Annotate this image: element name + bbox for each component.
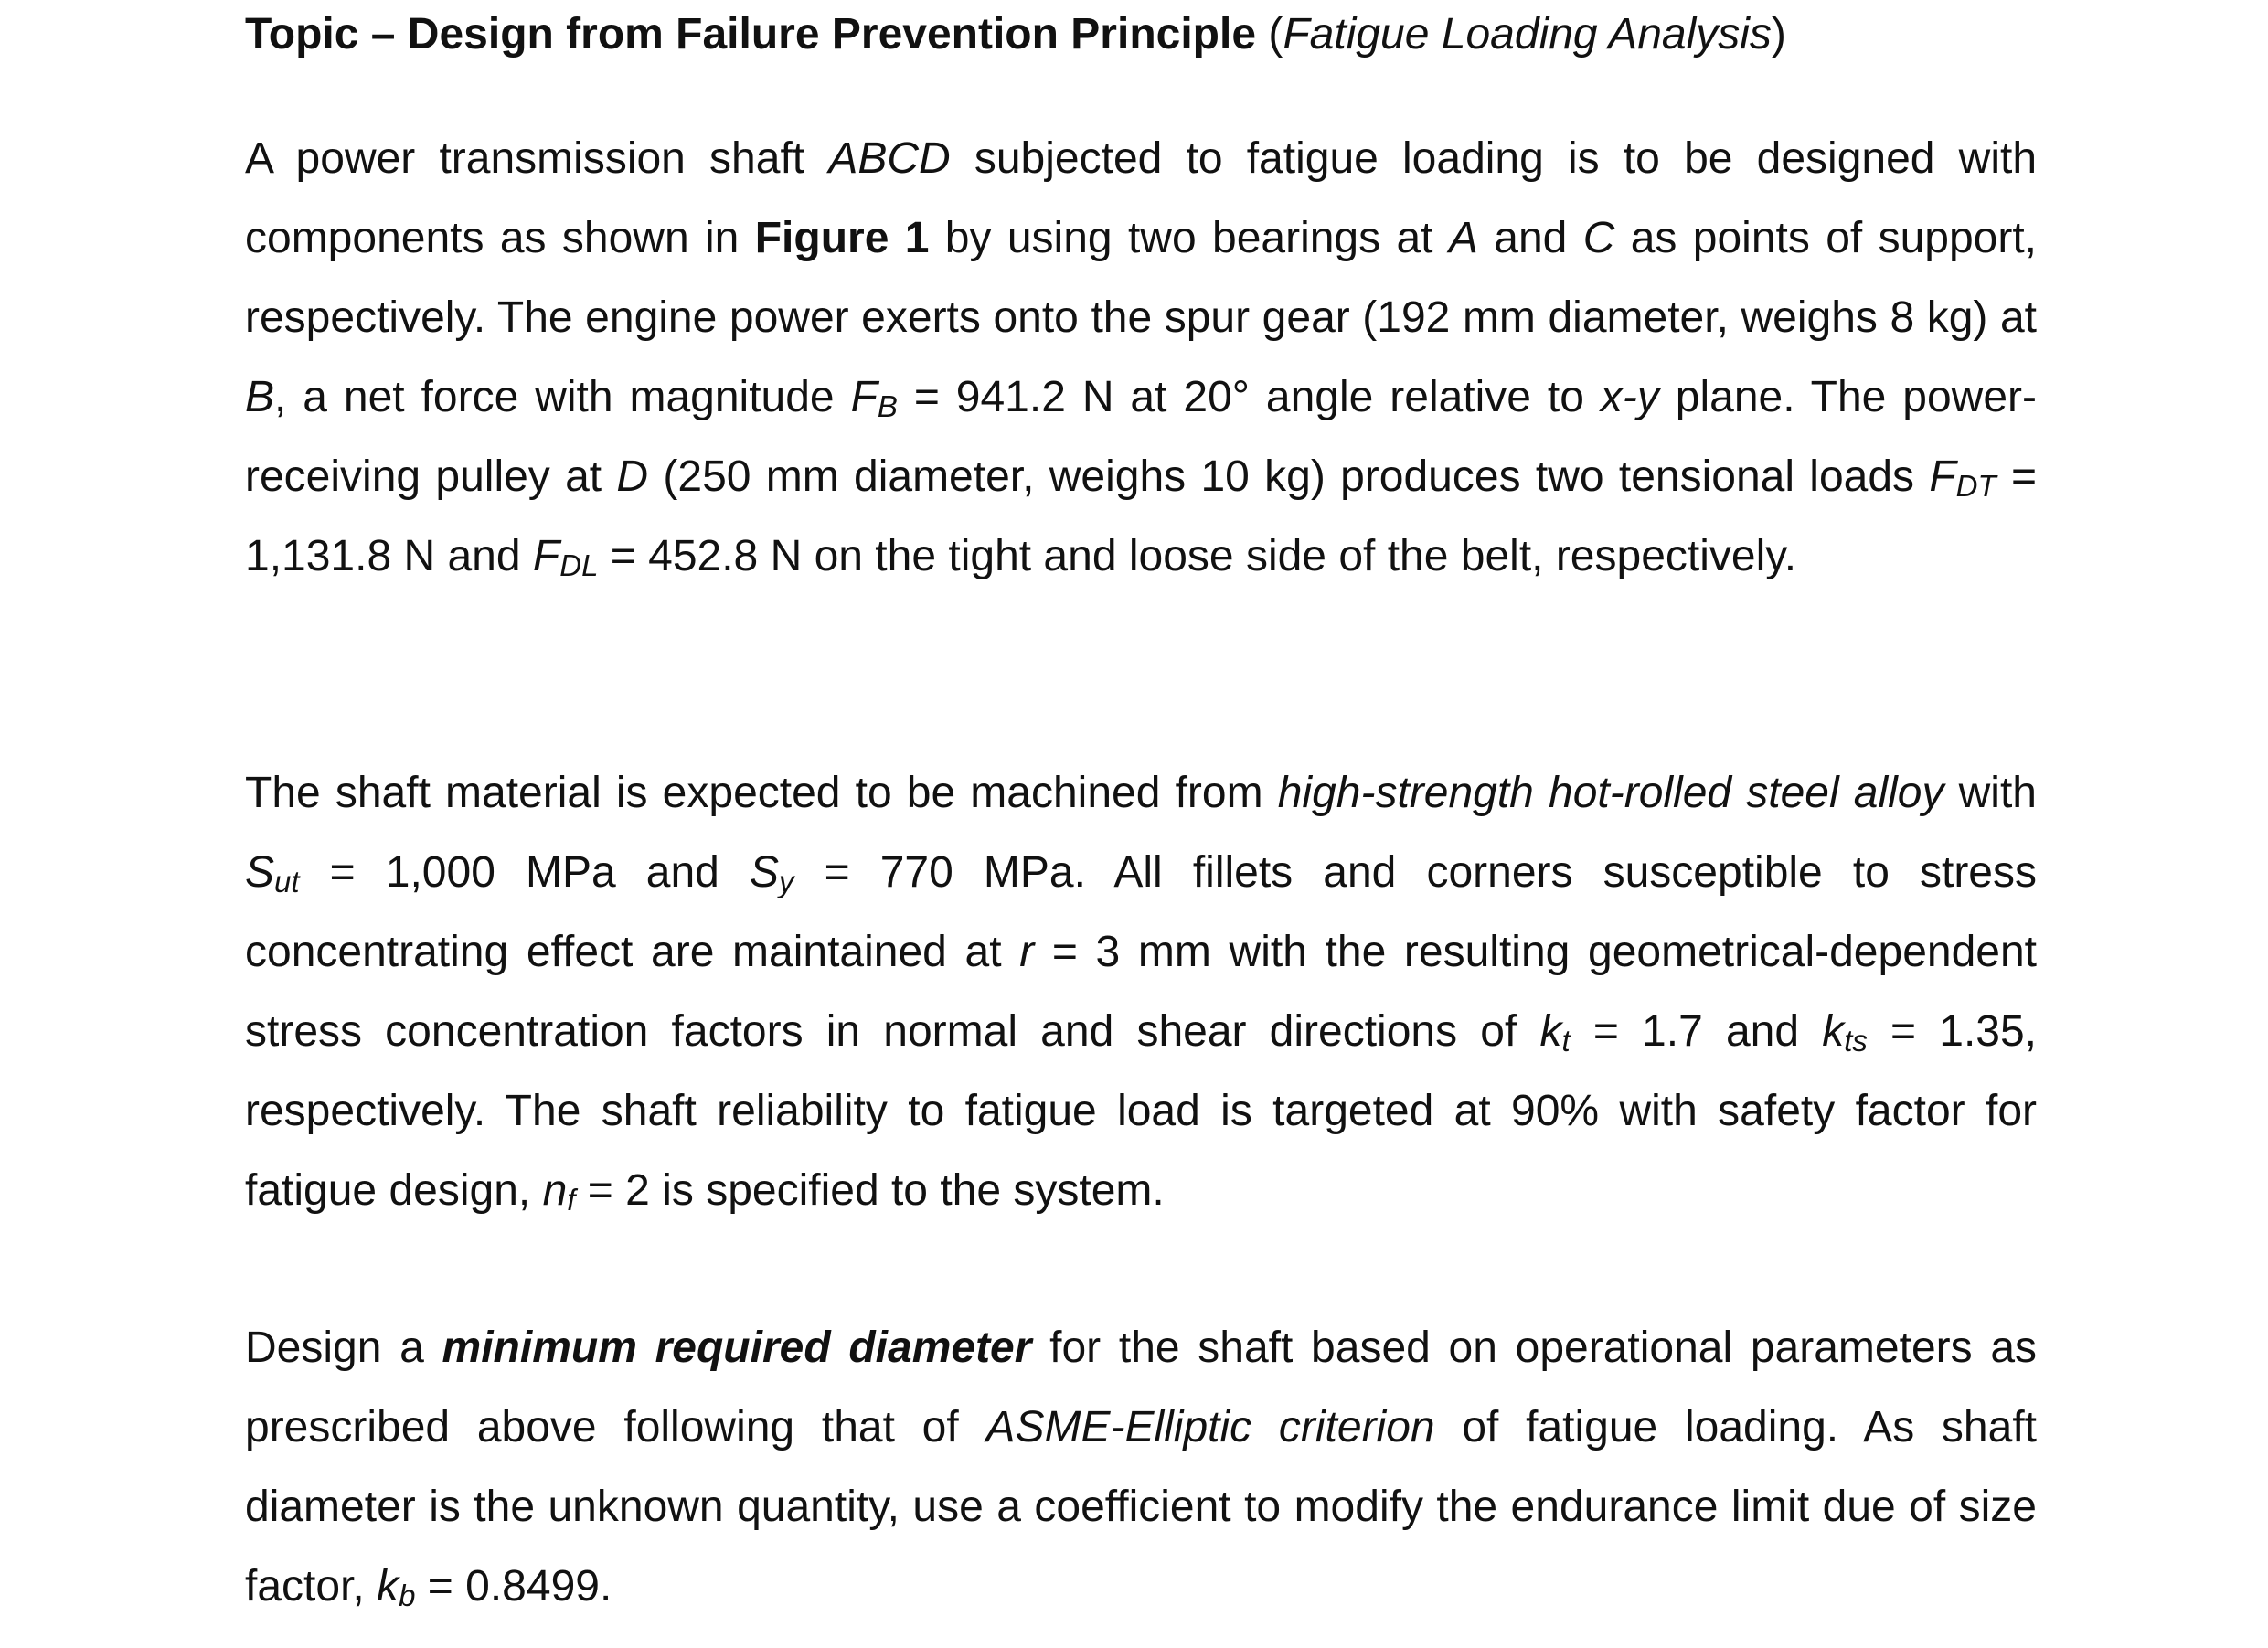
text-run: S — [245, 848, 275, 897]
text-run: y — [778, 865, 794, 898]
text-run: = 1.35, respectively. The shaft reliability to fatigue load is targeted at 90% with safety factor for fatigue design, — [245, 1007, 2038, 1215]
text-run: high-strength hot-rolled steel alloy — [1277, 769, 1944, 817]
emphasis-minimum-diameter: minimum required diameter — [442, 1324, 1032, 1372]
text-run: k — [1539, 1007, 1562, 1056]
text-run: ( — [1256, 10, 1283, 58]
text-run: r — [1019, 928, 1035, 976]
text-run: subjected to fatigue loading is to be designed with components as shown in — [245, 134, 2038, 262]
text-run: F — [1929, 452, 1956, 501]
text-run: k — [1822, 1007, 1845, 1056]
text-run: D — [616, 452, 649, 501]
figure-reference: Figure 1 — [754, 214, 930, 262]
text-run: with — [1943, 769, 2037, 817]
text-run: B — [877, 389, 898, 423]
problem-paragraph-loading — [245, 119, 2037, 596]
text-run: The shaft material is expected to be machined from — [245, 769, 1278, 817]
text-run: A power transmission shaft — [245, 134, 829, 183]
text-run: and — [1477, 214, 1583, 262]
text-run: , a net force with magnitude — [274, 373, 851, 421]
text-run: (250 mm diameter, weighs 10 kg) produces two tensional loads — [648, 452, 1930, 501]
text-run: S — [749, 848, 779, 897]
text-run: t — [1561, 1024, 1571, 1058]
text-run: ts — [1844, 1024, 1868, 1058]
text-run: = 770 MPa. All fillets and corners susceptible to stress concentrating effect are maintained at — [245, 848, 2037, 976]
text-run: A — [1448, 214, 1478, 262]
topic-title: Topic – Design from Failure Prevention Principle — [245, 10, 1257, 58]
topic-heading — [245, 7, 2037, 62]
text-run: ABCD — [828, 134, 951, 183]
text-run: by using two bearings at — [929, 214, 1449, 262]
text-run: = 1,000 MPa and — [299, 848, 750, 897]
text-run: = 941.2 N at 20° angle relative to — [897, 373, 1601, 421]
text-run: plane. The power-receiving pulley at — [245, 373, 2037, 501]
text-run: F — [850, 373, 878, 421]
text-run: ut — [274, 865, 300, 898]
text-run: for the shaft based on operational parameters as prescribed above following that of — [245, 1324, 2038, 1451]
text-run: F — [532, 532, 560, 580]
text-run: ASME-Elliptic criterion — [985, 1403, 1435, 1451]
text-run: as points of support, respectively. The engine power exerts onto the spur gear (192 mm diameter, weighs 8 kg) at — [245, 214, 2038, 342]
text-run: n — [542, 1166, 568, 1215]
text-run: = 1.7 and — [1570, 1007, 1823, 1056]
text-run: of fatigue loading. As shaft diameter is the unknown quantity, use a coefficient to modify the endurance limit due of size factor, — [245, 1403, 2037, 1611]
text-run: f — [567, 1183, 576, 1217]
text-run: k — [377, 1562, 399, 1611]
problem-paragraph-task — [245, 1308, 2037, 1626]
text-run: DT — [1955, 469, 1996, 503]
text-run: = 452.8 N on the tight and loose side of the belt, respectively. — [598, 532, 1797, 580]
text-run: C — [1582, 214, 1615, 262]
text-run: B — [245, 373, 275, 421]
problem-paragraph-material — [245, 753, 2037, 1230]
text-run: ) — [1771, 10, 1786, 58]
text-run — [442, 1324, 1032, 1372]
topic-subtitle: Fatigue Loading Analysis — [1283, 10, 1772, 58]
text-run: b — [399, 1579, 416, 1612]
text-run: x-y — [1600, 373, 1659, 421]
text-run: = 1,131.8 N and — [245, 452, 2037, 580]
text-run: = 3 mm with the resulting geometrical-dependent stress concentration factors in normal and shear directions of — [245, 928, 2038, 1056]
text-run: = 0.8499. — [415, 1562, 612, 1611]
text-run: DL — [559, 548, 599, 582]
text-run: Design a — [245, 1324, 442, 1372]
text-run: = 2 is specified to the system. — [575, 1166, 1165, 1215]
